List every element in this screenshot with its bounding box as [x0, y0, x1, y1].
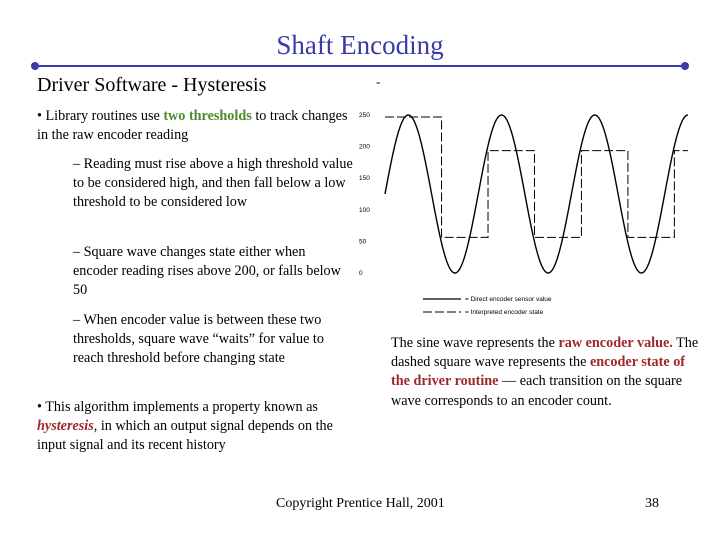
emphasis-hysteresis: hysteresis — [37, 418, 94, 435]
y-tick-label: 150 — [359, 175, 370, 183]
page-number: 38 — [645, 496, 659, 511]
slide-subtitle: Driver Software - Hysteresis — [37, 74, 267, 96]
y-tick-label: 100 — [359, 206, 370, 214]
caption-text: — each transition on the square wave corresponds to an encoder count. — [391, 373, 683, 409]
stray-mark: - — [376, 74, 381, 89]
copyright: Copyright Prentice Hall, 2001 — [276, 496, 445, 511]
caption-text: The dashed square wave represents the — [391, 335, 699, 371]
legend-label-sine: = Direct encoder sensor value — [465, 296, 552, 303]
bullet-text: • Library routines use — [37, 108, 164, 124]
slide-title: Shaft Encoding — [276, 30, 444, 60]
subbullet-square-wave: – Square wave changes state either when encoder reading rises above 200, or falls below 50 — [73, 244, 341, 299]
y-tick-label: 50 — [359, 238, 367, 246]
bullet-text: , in which an output signal depends on the input signal and its recent history — [37, 418, 333, 454]
y-tick-label: 0 — [359, 270, 363, 277]
bullet-text: • This algorithm implements a property known as — [37, 399, 318, 415]
bullet-text: to track changes in the raw encoder reading — [37, 108, 348, 144]
caption-emphasis-encoder-state: encoder state of the driver routine — [391, 354, 686, 390]
y-tick-label: 250 — [359, 112, 370, 119]
title-rule — [35, 65, 685, 67]
caption-emphasis-raw-value: raw encoder value. — [558, 335, 673, 351]
subbullet-rise-fall: – Reading must rise above a high threshold value to be considered high, and then fall below a low threshold to be considered low — [73, 156, 353, 211]
chart-caption — [391, 334, 703, 411]
bullet-hysteresis — [37, 398, 355, 456]
sine-series-line — [385, 115, 688, 273]
emphasis-two-thresholds: two thresholds — [163, 108, 252, 124]
subbullet-waits: – When encoder value is between these two thresholds, square wave “waits” for value to reach threshold before changing state — [73, 312, 324, 367]
hysteresis-chart — [355, 105, 700, 325]
rule-right-dot — [681, 62, 689, 70]
y-tick-label: 200 — [359, 143, 370, 151]
rule-left-dot — [31, 62, 39, 70]
caption-text: The sine wave represents the — [391, 335, 559, 351]
bullet-two-thresholds — [37, 107, 357, 145]
legend-label-state: = Interpreted encoder state — [465, 309, 544, 316]
state-series-line — [385, 117, 688, 237]
